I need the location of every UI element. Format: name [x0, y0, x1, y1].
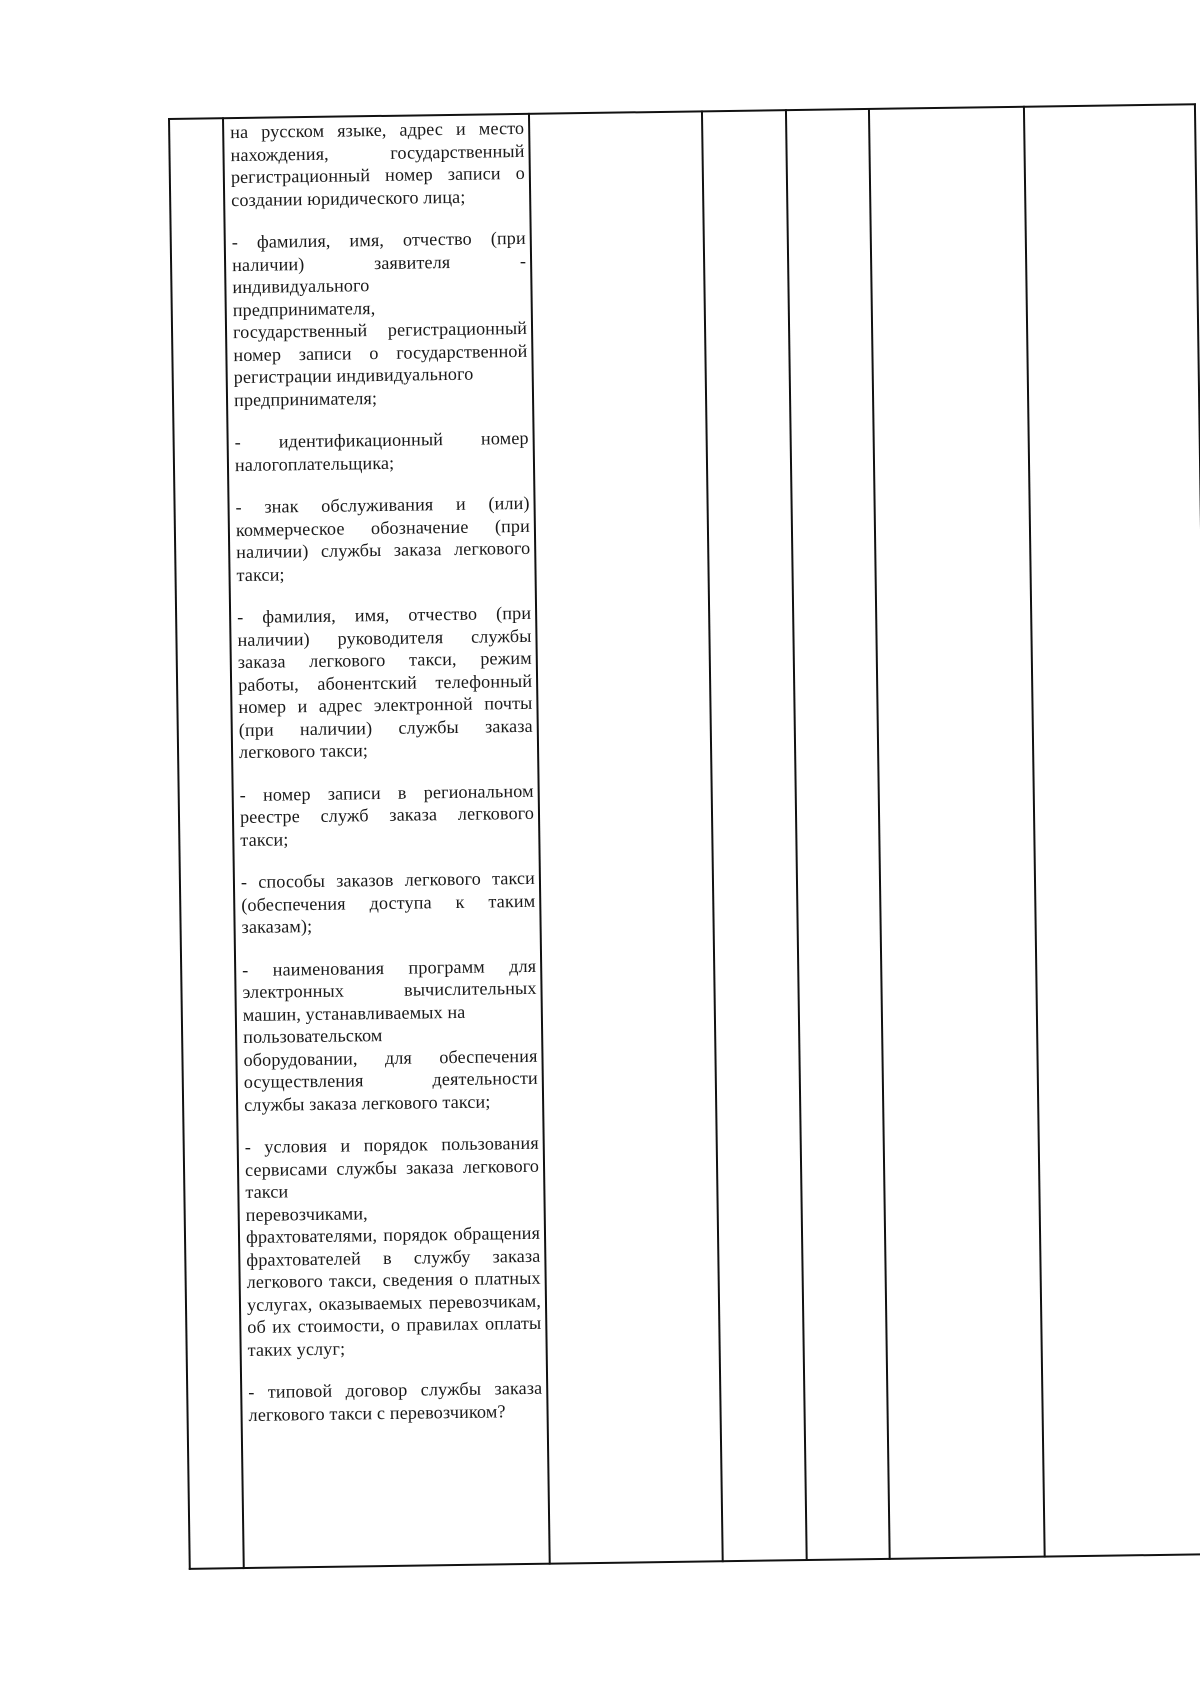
paragraph-service-mark: - знак обслуживания и (или) коммерческое обозначение (при наличии) службы заказа легкового такси;	[235, 492, 531, 585]
column-line-1	[168, 118, 191, 1570]
requirements-text-cell	[230, 117, 543, 1446]
paragraph-software: - наименования программ для электронных вычислительных машин, устанавливаемых на пользовательском оборудовании, для обеспечения осуществления деятельности службы заказа легкового такси;	[242, 955, 538, 1115]
column-line-6	[868, 108, 891, 1560]
table-frame	[168, 103, 1200, 1570]
paragraph-registry-number: - номер записи в региональном реестре служб заказа легкового такси;	[239, 780, 535, 850]
table-top-border	[168, 103, 1196, 120]
column-line-4	[701, 110, 724, 1562]
paragraph-service-terms: - условия и порядок пользования сервисами службы заказа легкового такси перевозчиками, фрахтователями, порядок обращения фрахтователей в службу заказа легкового такси, сведения о платных услугах, оказываемых перевозчикам, об их стоимости, о правилах оплаты таких услуг;	[244, 1132, 542, 1360]
paragraph-tax-id: - идентификационный номер налогоплательщика;	[234, 427, 529, 475]
paragraph-manager-contacts: - фамилия, имя, отчество (при наличии) руководителя службы заказа легкового такси, режим работы, абонентский телефонный номер и адрес электронной почты (при наличии) службы заказа легкового такси;	[237, 602, 533, 763]
column-line-8	[1194, 103, 1200, 1555]
column-line-5	[785, 109, 808, 1561]
paragraph-order-methods: - способы заказов легкового такси (обеспечения доступа к таким заказам);	[240, 867, 536, 938]
table-bottom-border	[189, 1553, 1200, 1570]
paragraph-standard-contract: - типовой договор службы заказа легкового такси с перевозчиком?	[248, 1377, 543, 1425]
column-line-7	[1023, 106, 1046, 1558]
paragraph-entrepreneur: - фамилия, имя, отчество (при наличии) заявителя - индивидуального предпринимателя, государственный регистрационный номер записи о государственной регистрации индивидуального предпринимателя;	[231, 227, 528, 410]
paragraph-legal-entity: на русском языке, адрес и место нахождения, государственный регистрационный номер записи о создании юридического лица;	[230, 117, 525, 210]
